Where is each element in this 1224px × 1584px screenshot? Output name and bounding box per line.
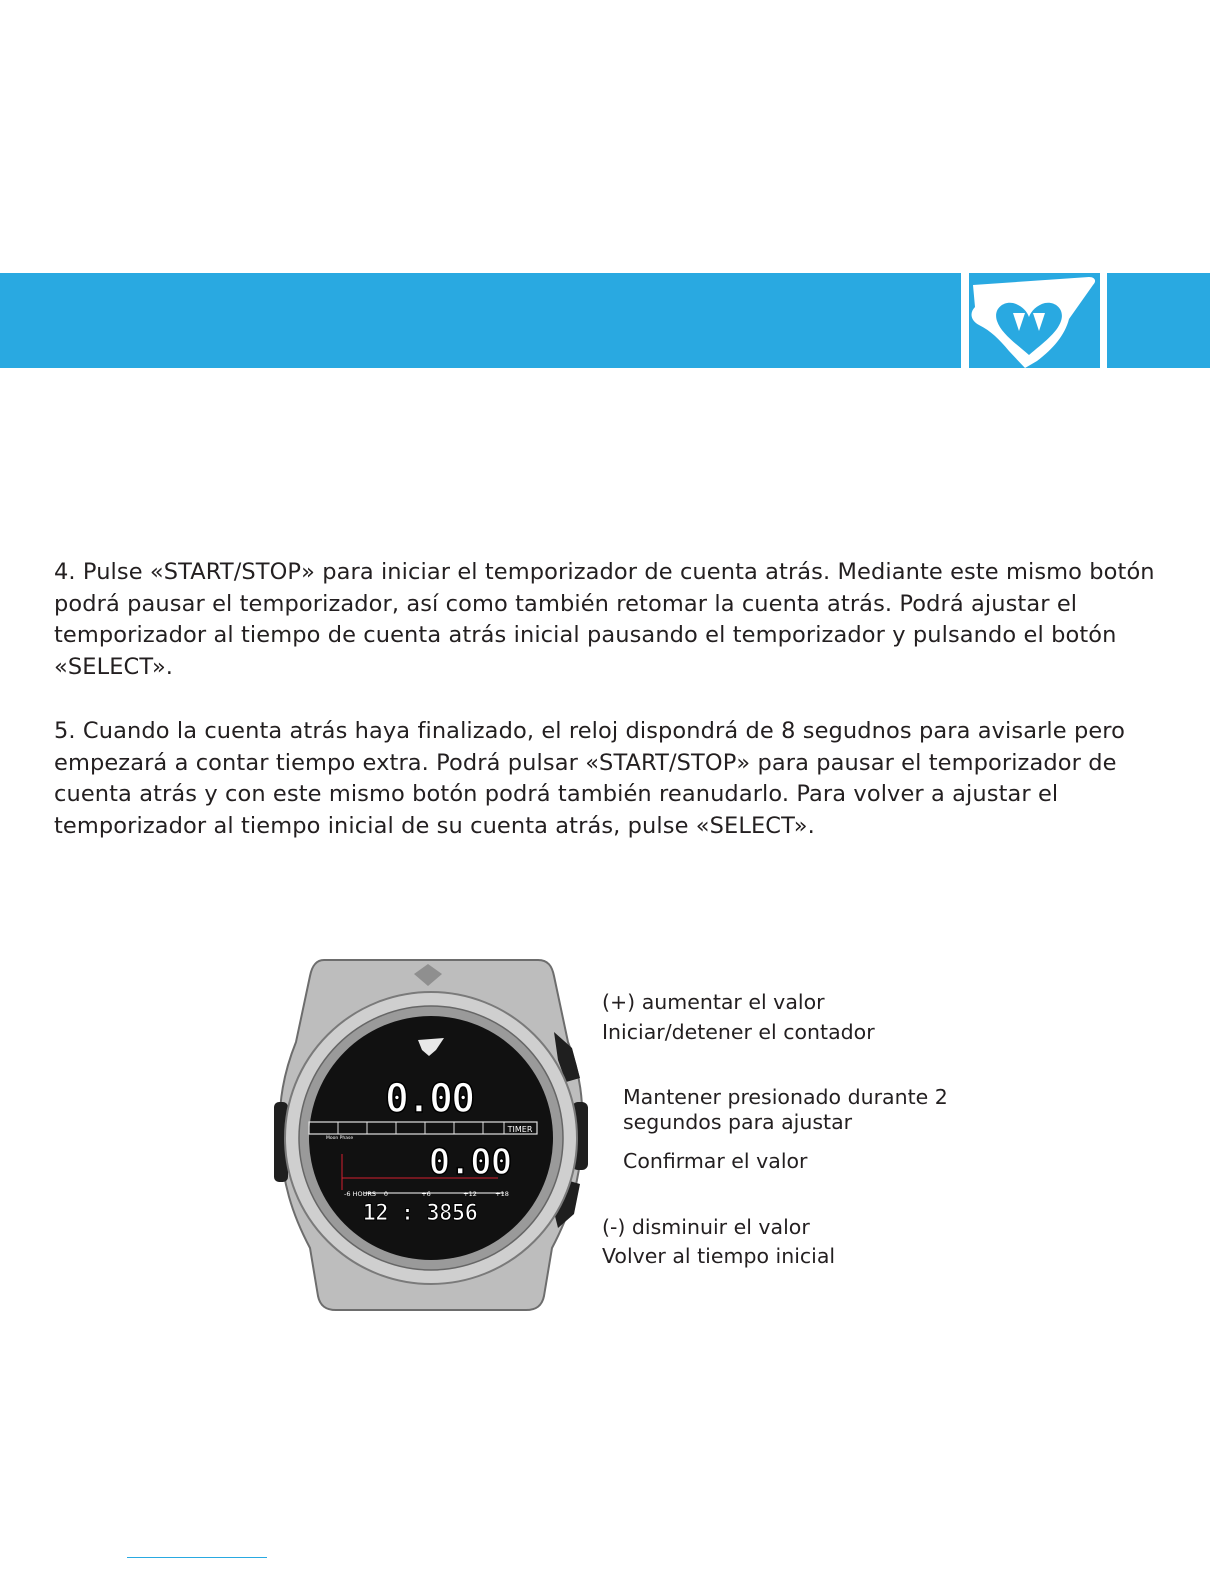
watch-mode-label: TIMER — [507, 1125, 533, 1134]
label-confirm: Confirmar el valor — [623, 1149, 808, 1173]
watch-top-display: 0.00 — [384, 1076, 474, 1122]
tz-label-plus18: +18 — [495, 1190, 509, 1198]
label-decrease: (-) disminuir el valor — [602, 1215, 810, 1239]
label-start-stop: Iniciar/detener el contador — [602, 1020, 875, 1044]
instruction-step-5: 5. Cuando la cuenta atrás haya finalizado, el reloj dispondrá de 8 segudnos para avisarle pero empezará a contar tiempo extra. Podrá pulsar «START/STOP» para pausar el temporizador de cuenta atrás y con este mismo botón podrá también reanudarlo. Para volver a ajustar el temporizador al tiempo inicial de su cuenta atrás, pulse «SELECT». — [54, 718, 1126, 839]
label-increase: (+) aumentar el valor — [602, 990, 825, 1014]
label-reset: Volver al tiempo inicial — [602, 1244, 836, 1268]
instruction-step-4: 4. Pulse «START/STOP» para iniciar el temporizador de cuenta atrás. Mediante este mismo botón podrá pausar el temporizador, así como también retomar la cuenta atrás. Podrá ajustar el temporizador al tiempo de cuenta atrás inicial pausando el temporizador y pulsando el botón «SELECT». — [54, 559, 1155, 680]
watch-moon-label: Moon Phase — [326, 1136, 354, 1141]
banner-end-block — [1107, 273, 1210, 368]
label-hold: Mantener presionado durante 2 segundos para ajustar — [623, 1085, 948, 1134]
watch-illustration — [268, 952, 594, 1314]
heart-logo-icon — [969, 273, 1100, 368]
tz-label-plus6: +6 — [421, 1190, 431, 1198]
tz-label-0: 0 — [383, 1190, 389, 1198]
header-banner — [0, 273, 961, 368]
brand-logo — [969, 273, 1100, 368]
watch-time-display: 12 : 3856 — [362, 1201, 478, 1226]
footer-rule — [127, 1557, 267, 1558]
watch-main-display: 0.00 — [428, 1142, 512, 1183]
tz-label-minus6: -6 HOURS — [344, 1190, 376, 1198]
tz-label-plus12: +12 — [463, 1190, 477, 1198]
